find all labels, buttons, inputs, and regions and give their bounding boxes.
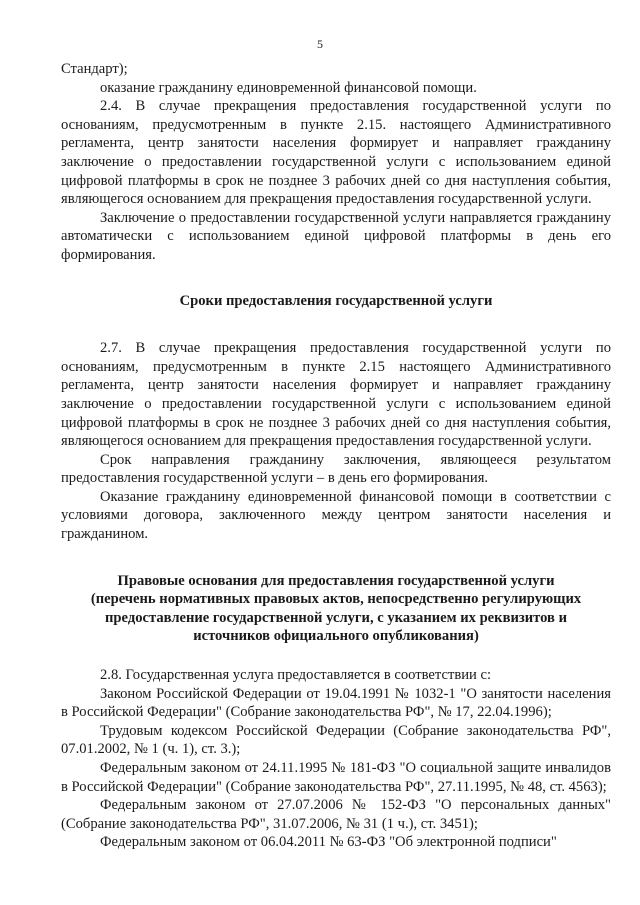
paragraph-conclusion-sent: Заключение о предоставлении государственной услуги направляется гражданину автоматически с использованием единой цифровой платформы в день его формирования.	[61, 209, 611, 263]
paragraph-law-disabled: Федеральным законом от 24.11.1995 № 181-ФЗ "О социальной защите инвалидов в Российской Федерации" (Собрание законодательства РФ", 27.11.1995, № 48, ст. 4563);	[61, 760, 611, 795]
heading-line: Правовые основания для предоставления государственной услуги	[117, 572, 555, 589]
paragraph-law-personal-data: Федеральным законом от 27.07.2006 № 152-ФЗ "О персональных данных" (Собрание законодательства РФ", 31.07.2006, № 31 (1 ч.), ст. 3451);	[61, 797, 611, 832]
paragraph-2-8: 2.8. Государственная услуга предоставляется в соответствии с:	[100, 667, 492, 684]
page-number: 5	[317, 37, 323, 51]
paragraph-law-employment: Законом Российской Федерации от 19.04.1991 № 1032-1 "О занятости населения в Российской Федерации" (Собрание законодательства РФ", № 17, 22.04.1996);	[61, 685, 611, 721]
heading-line: (перечень нормативных правовых актов, непосредственно регулирующих	[90, 591, 582, 608]
paragraph-financial-aid-contract: Оказание гражданину единовременной финансовой помощи в соответствии с условиями договора, заключенного между центром занятости населения и гражданином.	[61, 488, 611, 543]
heading-line: предоставление государственной услуги, с указанием их реквизитов и	[105, 609, 567, 626]
section-heading-legal-basis	[61, 572, 611, 646]
paragraph-continuation: Стандарт);	[61, 61, 128, 77]
paragraph-2-4: 2.4. В случае прекращения предоставления государственной услуги по основаниям, предусмотренным в пункте 2.15. настоящего Административного регламента, центр занятости населения формирует и направляет гражданину заключение о предоставлении государственной услуги с использованием единой цифровой платформы в срок не позднее 3 рабочих дней со дня наступления события, являющегося основанием для прекращения предоставления государственной услуги.	[61, 98, 611, 208]
paragraph-law-e-signature: Федеральным законом от 06.04.2011 № 63-ФЗ "Об электронной подписи"	[100, 834, 557, 851]
heading-line: источников официального опубликования)	[193, 628, 479, 645]
paragraph-labor-code: Трудовым кодексом Российской Федерации (Собрание законодательства РФ", 07.01.2002, № 1 (ч. 1), ст. 3.);	[61, 722, 611, 758]
paragraph-financial-aid: оказание гражданину единовременной финансовой помощи.	[100, 79, 477, 96]
section-heading-terms: Сроки предоставления государственной услуги	[179, 292, 493, 309]
document-body	[61, 60, 611, 852]
paragraph-2-7: 2.7. В случае прекращения предоставления государственной услуги по основаниям, предусмотренным в пункте 2.15 настоящего Административного регламента, центр занятости населения формирует и направляет гражданину заключение о предоставлении государственной услуги с использованием единой цифровой платформы в срок не позднее 3 рабочих дней со дня наступления события, являющегося основанием для прекращения предоставления государственной услуги.	[61, 340, 611, 450]
paragraph-term-sending: Срок направления гражданину заключения, являющееся результатом предоставления государственной услуги – в день его формирования.	[61, 451, 611, 487]
